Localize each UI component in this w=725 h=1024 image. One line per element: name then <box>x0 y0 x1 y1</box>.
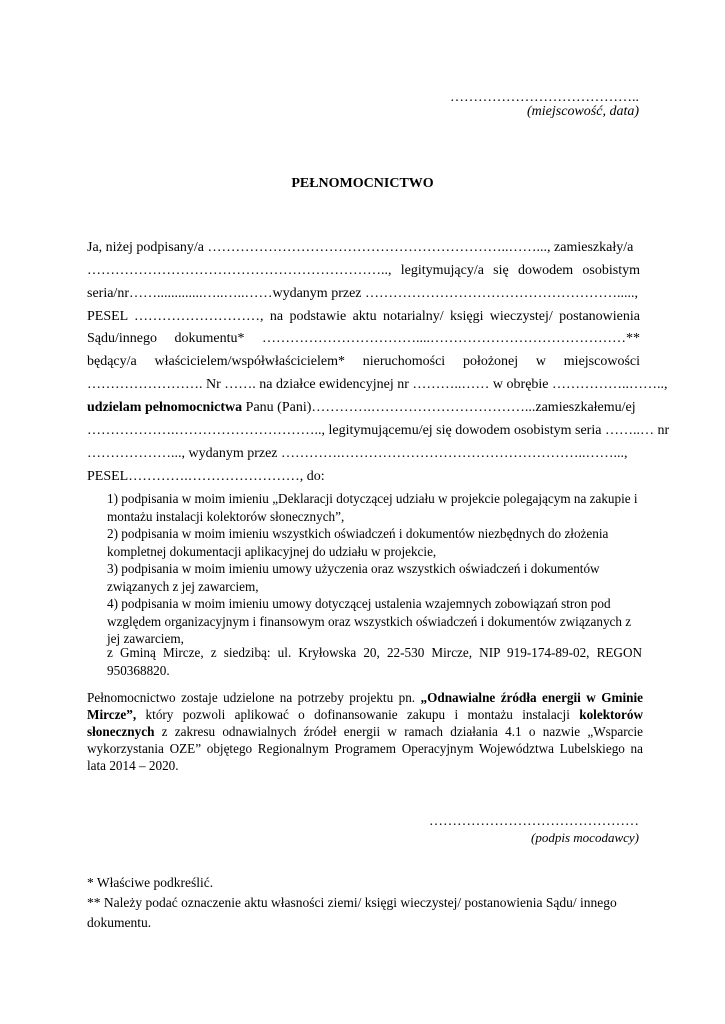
signature-label-wrap <box>531 830 639 846</box>
purpose-t3: z zakresu odnawialnych źródeł energii w ramach działania 4.1 o nazwie „Wsparcie wykorzystania OZE” objętego Regionalnym Programem Operacyjnym Województwa Lubelskiego na lata 2014 – 2020. <box>87 724 643 773</box>
place-date-label-text: (miejscowość, data) <box>527 104 639 119</box>
purpose-paragraph <box>87 689 643 774</box>
place-date-label <box>527 104 639 120</box>
purpose-t1: Pełnomocnictwo zostaje udzielone na potrzeby projektu pn. <box>87 690 421 705</box>
place-date-dots: ………………………………….. <box>450 90 639 105</box>
body-line-9: ……………….………………………….., legitymującemu/ej się dowodem osobistym seria ……..… nr <box>87 423 670 438</box>
body-line-3: seria/nr…….............…..…..……wydanym przez ………………………………………………....., <box>87 286 638 301</box>
purpose-t2: który pozwoli aplikować o dofinansowanie zakupu i montażu instalacji <box>136 707 580 722</box>
grant-line <box>87 399 640 417</box>
installation-type: kolektorów słonecznych <box>87 707 643 739</box>
body-line-1: Ja, niżej podpisany/a ………………………………………………………..……..., zamieszkały/a <box>87 240 634 255</box>
body-line-6: będący/a właścicielem/współwłaścicielem* nieruchomości położonej w miejscowości <box>87 354 640 369</box>
gmina-text: z Gminą Mircze, z siedzibą: ul. Kryłowska 20, 22-530 Mircze, NIP 919-174-89-02, REGON 950368820. <box>107 645 642 678</box>
project-name: „Odnawialne źródła energii w Gminie Mircze”, <box>87 690 643 722</box>
body-line-7: ……………………. Nr ……. na działce ewidencyjnej nr ………..…… w obrębie ……………..…….., <box>87 377 668 392</box>
footnotes <box>87 873 647 933</box>
list-item-1: 1) podpisania w moim imieniu „Deklaracji dotyczącej udziału w projekcie polegającym na zakupie i montażu instalacji kolektorów słonecznych”, <box>107 491 638 524</box>
signature-dots: ……………………………………… <box>429 814 639 829</box>
footnote-1: * Właściwe podkreślić. <box>87 875 214 890</box>
body-line-10: ………………..., wydanym przez ………….……………………………………………..……..., <box>87 446 628 461</box>
gmina-paragraph <box>107 644 642 679</box>
body-line-2: ……………………………………………………….., legitymujący/a się dowodem osobistym <box>87 263 640 278</box>
list-item-4: 4) podpisania w moim imieniu umowy dotyczącej ustalenia wzajemnych zobowiązań stron pod względem organizacyjnym i finansowym oraz wszystkich oświadczeń i dokumentów związanych z jej zawarciem, <box>107 596 632 646</box>
signature-label: (podpis mocodawcy) <box>531 830 639 845</box>
grant-rest: Panu (Pani)………….……………………………...zamieszkałemu/ej <box>242 400 636 415</box>
footnote-2: ** Należy podać oznaczenie aktu własności ziemi/ księgi wieczystej/ postanowienia Sądu/ innego dokumentu. <box>87 895 617 930</box>
body-line-11: PESEL………….……………………, do: <box>87 469 325 484</box>
grant-bold: udzielam pełnomocnictwa <box>87 400 243 415</box>
document-title: PEŁNOMOCNICTWO <box>291 176 434 191</box>
body-line-4: PESEL ………………………, na podstawie aktu notarialny/ księgi wieczystej/ postanowienia <box>87 309 640 324</box>
authorization-list <box>107 490 642 648</box>
list-item-2: 2) podpisania w moim imieniu wszystkich oświadczeń i dokumentów niezbędnych do złożenia kompletnej dokumentacji aplikacyjnej do udziału w projekcie, <box>107 526 609 559</box>
body-line-5: Sądu/innego dokumentu* ……………………………....……………………………………** <box>87 331 640 346</box>
list-item-3: 3) podpisania w moim imieniu umowy użyczenia oraz wszystkich oświadczeń i dokumentów związanych z jej zawarciem, <box>107 561 600 594</box>
